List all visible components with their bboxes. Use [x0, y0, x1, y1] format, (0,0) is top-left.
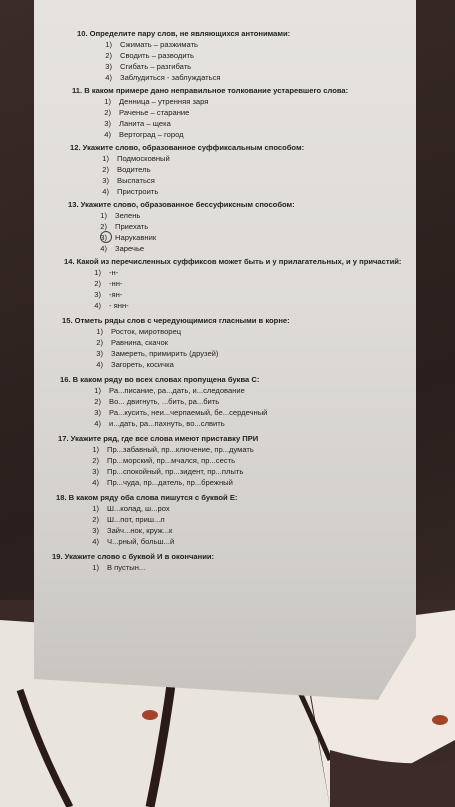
- option-2: 2) Пр...морский, пр...мчался, пр...сесть: [92, 456, 236, 465]
- option-4: 4) и...дать, ра...пахнуть, во...слвить: [94, 419, 225, 428]
- option-1: 1) Пр...забавный, пр...ключение, пр...думать: [92, 445, 254, 454]
- question-15: [62, 315, 416, 370]
- option-2: 2) Равнина, скачок: [96, 338, 168, 347]
- question-title: 11. В каком примере дано неправильное толкование устаревшего слова:: [72, 86, 349, 95]
- option-4: 4) Пр...чуда, пр...датель, пр...брежный: [92, 478, 233, 487]
- option-3: 3) Зайч...нок, круж...к: [92, 526, 173, 535]
- option-1: 1) Подмосковный: [102, 154, 170, 163]
- test-page: [34, 28, 416, 573]
- question-title: 14. Какой из перечисленных суффиксов может быть и у прилагательных, и у причастий:: [64, 257, 402, 266]
- option-4: 4) Заречье: [100, 244, 145, 253]
- option-1: 1) Росток, миротворец: [96, 327, 182, 336]
- question-title: 17. Укажите ряд, где все слова имеют приставку ПРИ: [58, 434, 259, 443]
- option-1: 1) Ра...писание, ра...дать, и...следование: [94, 386, 245, 395]
- option-3: 3) Пр...спокойный, пр...зидент, пр...плыть: [92, 467, 244, 476]
- question-17: [58, 433, 416, 488]
- question-19: [52, 551, 416, 573]
- option-1: 1) Зелень: [100, 211, 141, 220]
- option-1: 1) -н-: [94, 268, 119, 277]
- question-title: 18. В каком ряду оба слова пишутся с буквой Е:: [56, 493, 238, 502]
- question-title: 15. Отметь ряды слов с чередующимися гласными в корне:: [62, 316, 290, 325]
- question-title: 16. В каком ряду во всех словах пропущена буква С:: [60, 375, 260, 384]
- option-4: 4) Ч...рный, больш...й: [92, 537, 175, 546]
- option-3: 3) Сгибать – разгибать: [105, 62, 192, 71]
- option-3: 3) -ян-: [94, 290, 123, 299]
- question-14: [64, 256, 416, 311]
- handwritten-circle-mark: [100, 231, 112, 243]
- question-11: [72, 85, 416, 140]
- option-4: 4) Заблудиться - заблуждаться: [105, 73, 221, 82]
- option-1: 1) Сжимать – разжимать: [105, 40, 199, 49]
- option-2: 2) Водитель: [102, 165, 151, 174]
- question-title: 19. Укажите слово с буквой И в окончании:: [52, 552, 215, 561]
- option-1: 1) Денница – утренняя заря: [104, 97, 209, 106]
- option-2: 2) Раченье – старание: [104, 108, 190, 117]
- option-2: 2) -нн-: [94, 279, 123, 288]
- question-10: [77, 28, 416, 83]
- option-4: 4) Пристроить: [102, 187, 159, 196]
- option-3: 3) Замереть, примирить (друзей): [96, 349, 219, 358]
- question-title: 12. Укажите слово, образованное суффиксальным способом:: [70, 143, 305, 152]
- option-2: 2) Ш...пот, приш...л: [92, 515, 165, 524]
- option-4: 4) Загореть, косичка: [96, 360, 174, 369]
- question-title: 10. Определите пару слов, не являющихся антонимами:: [77, 29, 291, 38]
- option-3: 3) Ланита – щека: [104, 119, 171, 128]
- option-3: 3) Выспаться: [102, 176, 155, 185]
- option-4: 4) - янн-: [94, 301, 129, 310]
- question-16: [60, 374, 416, 429]
- option-1: 1) Ш...колад, ш...рох: [92, 504, 170, 513]
- option-2: 2) Приехать: [100, 222, 149, 231]
- option-2: 2) Во... двигнуть, ...бить, ра...бить: [94, 397, 220, 406]
- option-1: 1) В пустын...: [92, 563, 146, 572]
- option-3: 3) Нарукавник: [100, 233, 157, 242]
- question-18: [56, 492, 416, 547]
- option-3: 3) Ра...кусить, неи...черпаемый, бе...сердечный: [94, 408, 268, 417]
- question-12: [70, 142, 416, 197]
- question-13: [68, 199, 416, 254]
- option-2: 2) Сводить – разводить: [105, 51, 194, 60]
- question-title: 13. Укажите слово, образованное бессуфиксным способом:: [68, 200, 295, 209]
- option-4: 4) Вертоград – город: [104, 130, 184, 139]
